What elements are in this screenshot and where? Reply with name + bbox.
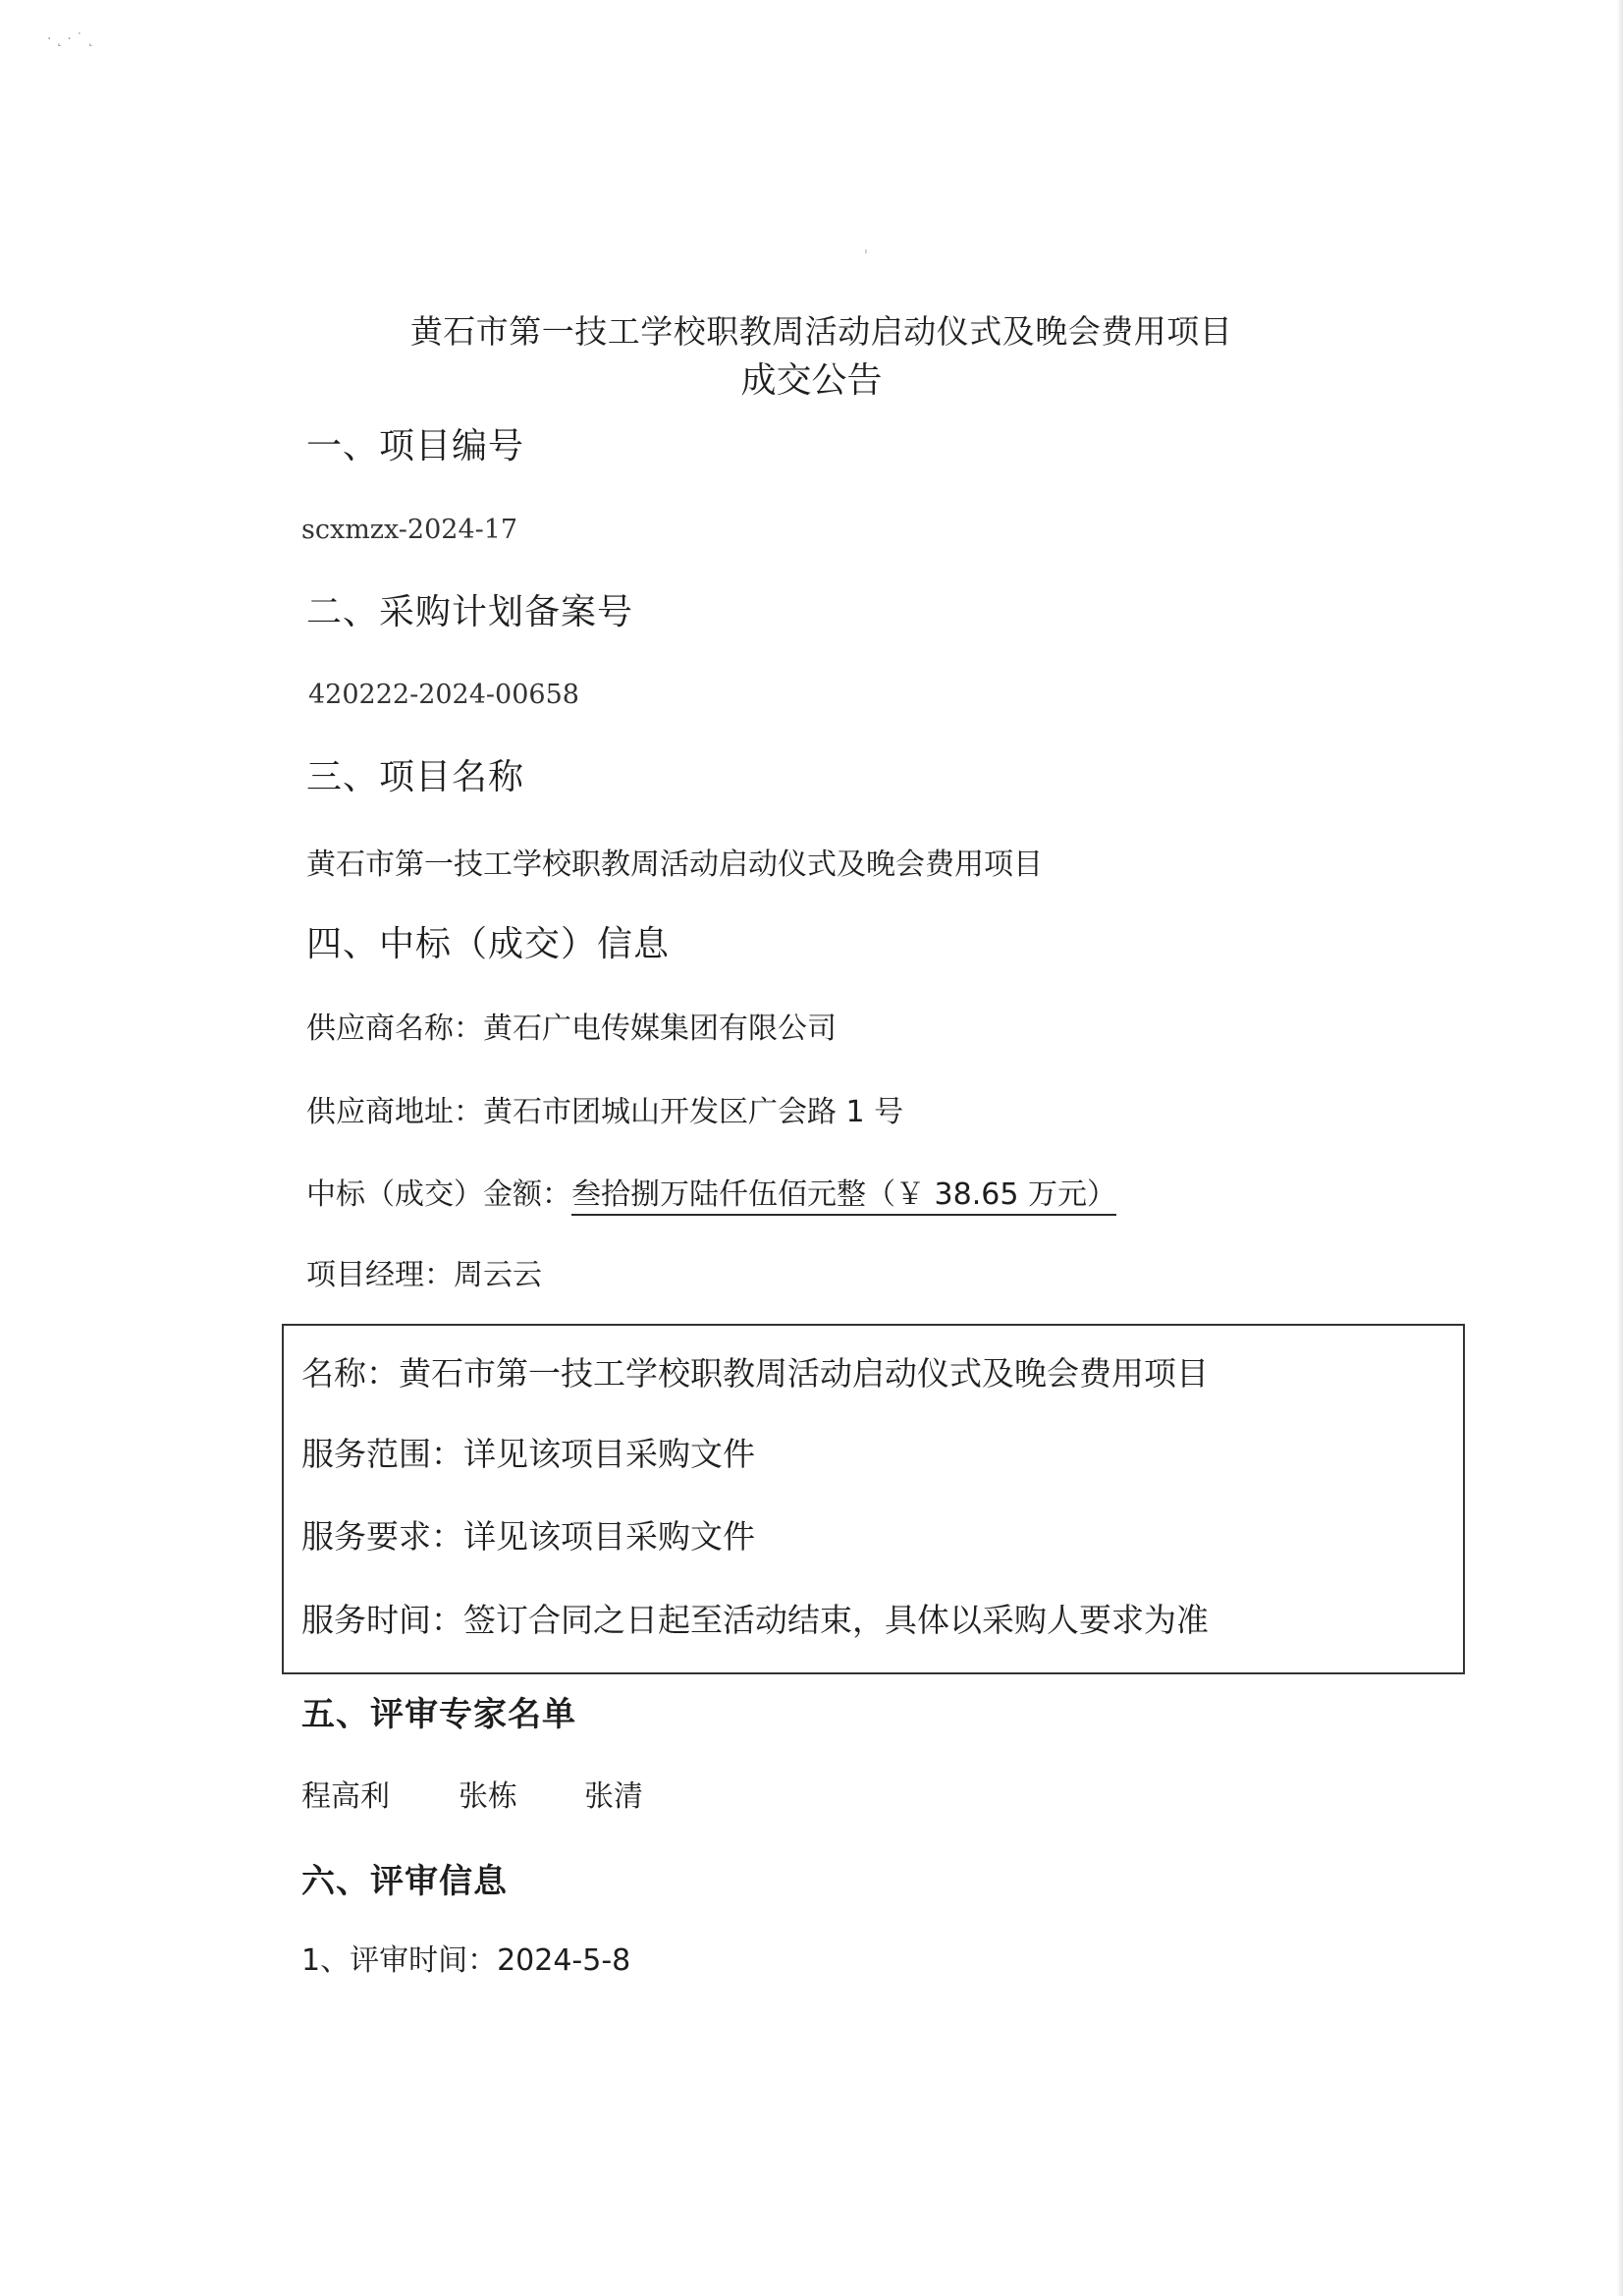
service-name: 名称：黄石市第一技工学校职教周活动启动仪式及晚会费用项目 bbox=[301, 1354, 1209, 1393]
service-time: 服务时间：签订合同之日起至活动结束，具体以采购人要求为准 bbox=[301, 1601, 1209, 1639]
scan-speck: ˌ bbox=[864, 240, 868, 255]
section-5-heading: 五、评审专家名单 bbox=[301, 1695, 576, 1734]
project-name: 黄石市第一技工学校职教周活动启动仪式及晚会费用项目 bbox=[306, 847, 1043, 882]
supplier-name: 供应商名称：黄石广电传媒集团有限公司 bbox=[306, 1011, 837, 1046]
procurement-plan-number: 420222-2024-00658 bbox=[308, 680, 579, 710]
section-6-heading: 六、评审信息 bbox=[301, 1862, 508, 1901]
project-number: scxmzx-2024-17 bbox=[301, 515, 518, 545]
section-4-heading: 四、中标（成交）信息 bbox=[306, 924, 671, 964]
section-3-heading: 三、项目名称 bbox=[306, 757, 525, 797]
supplier-address: 供应商地址：黄石市团城山开发区广会路 1 号 bbox=[306, 1095, 904, 1129]
award-amount bbox=[306, 1176, 1116, 1214]
service-scope: 服务范围：详见该项目采购文件 bbox=[301, 1435, 755, 1473]
expert-name: 张清 bbox=[584, 1779, 643, 1814]
award-amount-value: 叁拾捌万陆仟伍佰元整（￥ 38.65 万元） bbox=[571, 1177, 1116, 1216]
scan-speck: · ˛ · ˙ ˛ bbox=[47, 31, 94, 47]
review-time: 1、评审时间：2024-5-8 bbox=[301, 1943, 631, 1978]
section-1-heading: 一、项目编号 bbox=[306, 426, 525, 466]
document-subtitle: 成交公告 bbox=[740, 360, 883, 401]
expert-name: 张栋 bbox=[459, 1779, 517, 1814]
award-amount-label: 中标（成交）金额： bbox=[306, 1177, 571, 1212]
project-manager: 项目经理：周云云 bbox=[306, 1258, 542, 1292]
section-2-heading: 二、采购计划备案号 bbox=[306, 592, 634, 632]
expert-name: 程高利 bbox=[301, 1779, 390, 1814]
service-requirement: 服务要求：详见该项目采购文件 bbox=[301, 1517, 755, 1556]
document-title: 黄石市第一技工学校职教周活动启动仪式及晚会费用项目 bbox=[409, 312, 1233, 351]
